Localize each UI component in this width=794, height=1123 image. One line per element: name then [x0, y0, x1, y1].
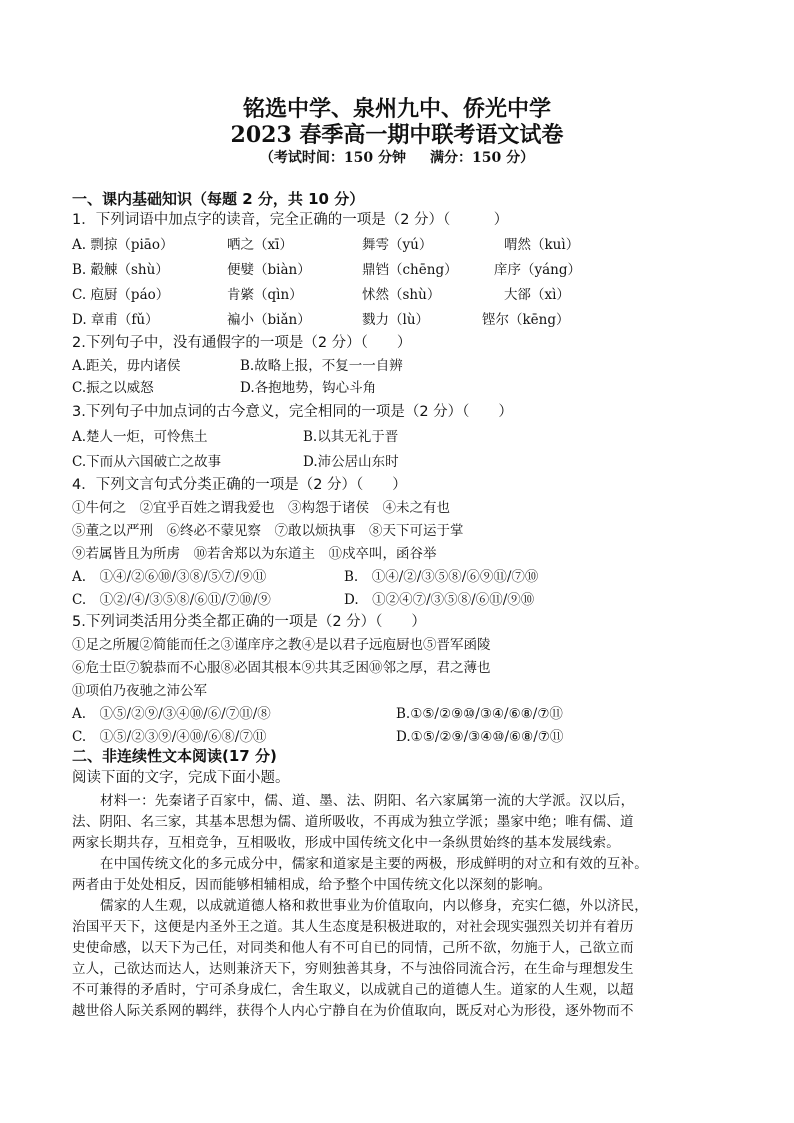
q2-option-a: A.距关，毋内诸侯	[72, 358, 181, 374]
q1-option-b1: B. 觳觫（shù）	[72, 262, 169, 278]
passage-line: 越世俗人际关系网的羁绊，获得个人内心宁静自在为价值取向，既反对心为形役，逐外物而不	[72, 1003, 634, 1019]
q1-option-a2: 哂之（xī）	[227, 237, 293, 253]
passage-line: 在中国传统文化的多元成分中，儒家和道家是主要的两极，形成鲜明的对立和有效的互补。	[100, 856, 648, 872]
exam-title: 2023 春季高一期中联考语文试卷	[230, 122, 564, 148]
q1-option-c2: 肯綮（qìn）	[227, 287, 303, 303]
q2-option-c: C.振之以威怒	[72, 380, 154, 396]
reading-instruction: 阅读下面的文字，完成下面小题。	[72, 770, 290, 786]
full-score: 满分：150 分）	[430, 150, 535, 166]
q2-stem: 2.下列句子中，没有通假字的一项是（2 分）（ ）	[72, 335, 412, 351]
passage-line: 治国平天下，这便是内圣外王之道。其人生态度是积极进取的，对社会现实强烈关切并有着历	[72, 919, 634, 935]
q3-option-d: D.沛公居山东时	[303, 454, 399, 470]
q5-sentence-line: ⑪项伯乃夜驰之沛公军	[72, 683, 207, 699]
passage-line: 儒家的人生观，以成就道德人格和救世事业为价值取向，内以修身，充实仁德，外以济民，	[100, 898, 648, 914]
q1-option-d2: 褊小（biǎn）	[227, 312, 311, 328]
q3-option-c: C.下而从六国破亡之故事	[72, 454, 222, 470]
q3-option-b: B.以其无礼于晋	[303, 429, 399, 445]
q4-option-a: A. ①④/②⑥⑩/③⑧/⑤⑦/⑨⑪	[72, 569, 267, 585]
exam-meta	[0, 147, 794, 167]
q1-option-a3: 舞雩（yú）	[362, 237, 433, 253]
q5-option-a: A. ①⑤/②⑨/③④⑩/⑥/⑦⑪/⑧	[72, 706, 271, 722]
passage-line: 法、阴阳、名三家，其基本思想为儒、道所吸收，不再成为独立学派；墨家中绝；唯有儒、道	[72, 814, 634, 830]
q4-option-d: D. ①②④⑦/③⑤⑧/⑥⑪/⑨⑩	[344, 592, 535, 608]
q5-option-c: C. ①⑤/②③⑨/④⑩/⑥⑧/⑦⑪	[72, 729, 267, 745]
q1-option-b4: 庠序（yáng）	[494, 262, 582, 278]
q1-option-a1: A. 剽掠（piāo）	[72, 237, 174, 253]
q3-stem: 3.下列句子中加点词的古今意义，完全相同的一项是（2 分）（ ）	[72, 404, 513, 420]
q3-option-a: A.楚人一炬，可怜焦土	[72, 429, 208, 445]
q2-option-b: B.故略上报，不复一一自辨	[240, 358, 403, 374]
q1-option-d1: D. 章甫（fǔ）	[72, 312, 159, 328]
q2-option-d: D.各抱地势，钩心斗角	[240, 380, 377, 396]
q5-option-d: D.①⑤/②⑨/③④⑩/⑥⑧/⑦⑪	[396, 729, 564, 745]
passage-line: 不可兼得的矛盾时，宁可杀身成仁，舍生取义，以成就自己的道德人生。道家的人生观，以超	[72, 982, 634, 998]
q5-stem: 5.下列词类活用分类全都正确的一项是（2 分）（ ）	[72, 614, 426, 630]
q4-option-c: C. ①②/④/③⑤⑧/⑥⑪/⑦⑩/⑨	[72, 592, 271, 608]
section2-title: 二、非连续性文本阅读(17 分)	[72, 747, 277, 765]
exam-time: （考试时间：150 分钟	[259, 150, 406, 166]
school-names: 铭选中学、泉州九中、侨光中学	[242, 96, 551, 122]
q1-option-d4: 铿尔（kēng）	[482, 312, 570, 328]
q1-option-b3: 鼎铛（chēng）	[362, 262, 458, 278]
q1-option-c1: C. 庖厨（páo）	[72, 287, 170, 303]
q1-option-c4: 大郤（xì）	[504, 287, 570, 303]
q1-option-d3: 戮力（lù）	[362, 312, 430, 328]
q5-sentence-line: ①足之所履②简能而任之③谨庠序之教④是以君子远庖厨也⑤晋军函陵	[72, 637, 491, 653]
section1-title: 一、课内基础知识（每题 2 分，共 10 分）	[72, 190, 365, 208]
q1-option-a4: 喟然（kuì）	[504, 237, 580, 253]
q5-option-b: B.①⑤/②⑨⑩/③④/⑥⑧/⑦⑪	[396, 706, 563, 722]
q4-sentence-line: ⑤董之以严刑 ⑥终必不蒙见察 ⑦敢以烦执事 ⑧天下可运于掌	[72, 523, 464, 539]
q1-option-b2: 便嬖（biàn）	[227, 262, 311, 278]
passage-line: 立人，己欲达而达人，达则兼济天下，穷则独善其身，不与浊俗同流合污，在生命与理想发生	[72, 961, 634, 977]
passage-line: 两者由于处处相反，因而能够相辅相成，给予整个中国传统文化以深刻的影响。	[72, 877, 552, 893]
q5-sentence-line: ⑥危士臣⑦貌恭而不心服⑧必固其根本⑨共其乏困⑩邻之厚，君之薄也	[72, 660, 491, 676]
passage-line: 两家长期共存，互相竞争，互相吸收，形成中国传统文化中一条纵贯始终的基本发展线索。	[72, 835, 620, 851]
q4-sentence-line: ①牛何之 ②宜乎百姓之谓我爱也 ③构怨于诸侯 ④未之有也	[72, 500, 450, 516]
q4-sentence-line: ⑨若属皆且为所虏 ⑩若舍郑以为东道主 ⑪戍卒叫，函谷举	[72, 546, 437, 562]
q4-stem: 4．下列文言句式分类正确的一项是（2 分）（ ）	[72, 477, 407, 493]
passage-line: 材料一：先秦诸子百家中，儒、道、墨、法、阴阳、名六家属第一流的大学派。汉以后，	[100, 793, 635, 809]
passage-line: 史使命感，以天下为己任，对同类和他人有不可自已的同情，己所不欲，勿施于人，己欲立而	[72, 940, 634, 956]
q1-stem: 1．下列词语中加点字的读音，完全正确的一项是（2 分）（ ）	[72, 212, 509, 228]
q1-option-c3: 怵然（shù）	[362, 287, 441, 303]
q4-option-b: B. ①④/②/③⑤⑧/⑥⑨⑪/⑦⑩	[344, 569, 539, 585]
